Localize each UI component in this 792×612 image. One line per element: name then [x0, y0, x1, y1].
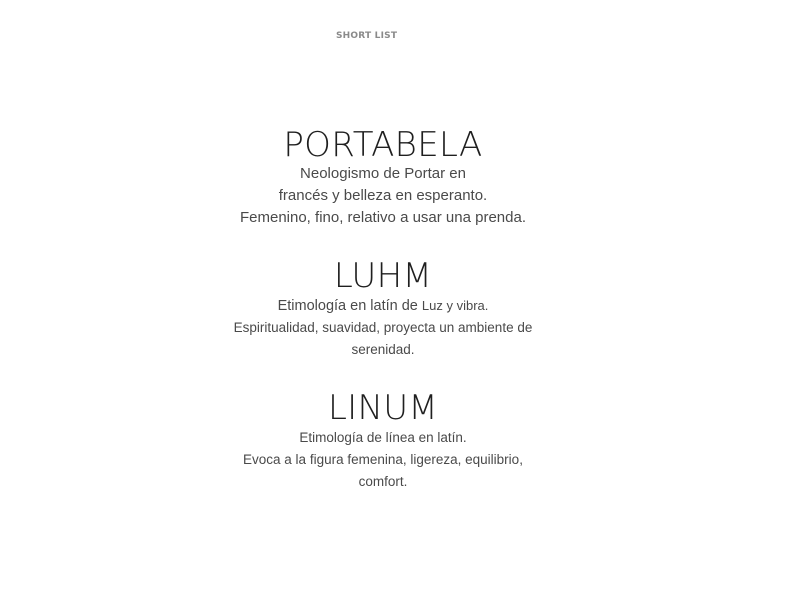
entry-luhm	[0, 256, 766, 361]
entry-description	[0, 427, 766, 493]
description-line	[0, 295, 766, 317]
description-line: comfort.	[358, 474, 408, 489]
entry-portabela	[0, 125, 766, 229]
description-line: serenidad.	[351, 342, 415, 357]
entry-linum	[0, 388, 766, 493]
description-text: Etimología en latín de	[277, 298, 422, 314]
entry-description	[0, 163, 766, 229]
description-line: Neologismo de Portar en	[300, 165, 466, 182]
description-line: Etimología de línea en latín.	[299, 430, 467, 445]
description-text-small: Luz y vibra.	[421, 298, 489, 313]
short-list-label: SHORT LIST	[336, 31, 398, 41]
entry-title: LUHM	[333, 256, 433, 296]
entry-description	[0, 295, 766, 361]
description-line: Espiritualidad, suavidad, proyecta un ambiente de	[233, 320, 533, 335]
description-line: francés y belleza en esperanto.	[278, 187, 488, 204]
entry-title: PORTABELA	[283, 125, 483, 165]
description-line: Evoca a la figura femenina, ligereza, equilibrio,	[243, 452, 523, 467]
entry-title: LINUM	[327, 388, 439, 428]
description-line: Femenino, fino, relativo a usar una prenda.	[239, 209, 526, 226]
